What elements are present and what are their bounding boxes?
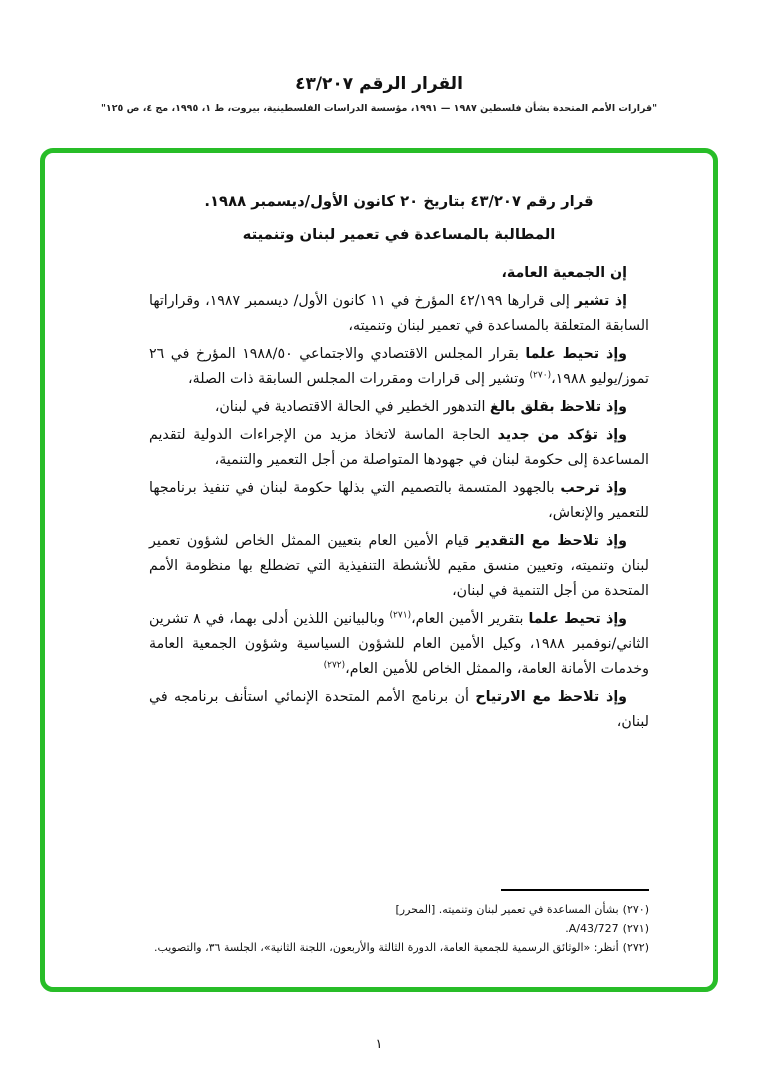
paragraph-reaffirming bbox=[149, 423, 649, 473]
source-citation: "قرارات الأمم المتحدة بشأن فلسطين ١٩٨٧ — ١٩٩١، مؤسسة الدراسات الفلسطينية، بيروت، ط ١، ١٩٩٥، مج ٤، ص ١٢٥" bbox=[100, 103, 658, 114]
page-header bbox=[0, 74, 758, 114]
footnote-marker: (٢٧١) bbox=[622, 922, 649, 935]
paragraph-text: الحاجة الماسة لاتخاذ مزيد من الإجراءات الدولية لتقديم المساعدة إلى حكومة لبنان في جهودها المتواصلة من أجل التعمير والتنمية، bbox=[149, 427, 649, 468]
paragraph-lead: وإذ ترحب bbox=[560, 480, 627, 496]
resolution-number-heading: القرار الرقم ٤٣/٢٠٧ bbox=[295, 74, 463, 94]
paragraph-text: أن برنامج الأمم المتحدة الإنمائي استأنف برنامجه في لبنان، bbox=[149, 689, 649, 730]
footnote bbox=[149, 919, 649, 938]
paragraph-lead: وإذ تحيط علما bbox=[528, 611, 627, 627]
paragraph-lead: وإذ تلاحظ مع التقدير bbox=[475, 533, 627, 549]
paragraph-text: وتشير إلى قرارات ومقررات المجلس السابقة ذات الصلة، bbox=[188, 371, 526, 387]
paragraph-text: بقرار المجلس الاقتصادي والاجتماعي ١٩٨٨/٥٠ المؤرخ في ٢٦ تموز/يوليو ١٩٨٨، bbox=[149, 346, 649, 387]
footnote bbox=[149, 900, 649, 919]
paragraph-text: بتقرير الأمين العام، bbox=[411, 611, 524, 627]
paragraph-taking-note-ecosoc bbox=[149, 342, 649, 392]
paragraph-lead: إذ تشير bbox=[574, 293, 627, 309]
resolution-title: قرار رقم ٤٣/٢٠٧ بتاريخ ٢٠ كانون الأول/ديسمبر ١٩٨٨. bbox=[204, 193, 594, 210]
paragraph-text: قيام الأمين العام بتعيين الممثل الخاص لشؤون تعمير لبنان وتنميته، وتعيين منسق مقيم للأنشطة التنفيذية التي تضطلع بها منظومة الأمم المتحدة من أجل التنمية في لبنان، bbox=[149, 533, 649, 599]
paragraph-lead: وإذ تلاحظ بقلق بالغ bbox=[489, 399, 627, 415]
paragraph-lead: إن الجمعية العامة، bbox=[501, 265, 627, 281]
paragraph-text: بالجهود المتسمة بالتصميم التي بذلها حكومة لبنان في تنفيذ برنامجها للتعمير والإنعاش، bbox=[149, 480, 649, 521]
paragraph-noting-satisfaction bbox=[149, 685, 649, 735]
paragraph-recalling bbox=[149, 289, 649, 339]
paragraph-welcoming bbox=[149, 476, 649, 526]
footnote-ref-270: (٢٧٠) bbox=[529, 370, 552, 381]
footnote-text: A/43/727. bbox=[565, 922, 619, 935]
footnote-separator-rule bbox=[501, 889, 649, 891]
resolution-subtitle: المطالبة بالمساعدة في تعمير لبنان وتنميته bbox=[242, 226, 556, 243]
page-number: ١ bbox=[375, 1037, 383, 1052]
footnote-text: بشأن المساعدة في تعمير لبنان وتنميته. [المحرر] bbox=[395, 903, 619, 916]
footnote-block bbox=[149, 889, 649, 957]
footnote-ref-272: (٢٧٢) bbox=[323, 660, 346, 671]
footnote-marker: (٢٧٠) bbox=[622, 903, 649, 916]
paragraph-lead: وإذ تلاحظ مع الارتياح bbox=[475, 689, 627, 705]
paragraph-taking-note-report bbox=[149, 607, 649, 682]
paragraph-noting-appreciation bbox=[149, 529, 649, 604]
paragraph-text: التدهور الخطير في الحالة الاقتصادية في لبنان، bbox=[214, 399, 486, 415]
green-border-frame bbox=[40, 148, 718, 992]
paragraph-preamble-opening bbox=[149, 261, 649, 286]
footnote-ref-271: (٢٧١) bbox=[389, 610, 412, 621]
footnote-marker: (٢٧٢) bbox=[622, 941, 649, 954]
footnote bbox=[149, 938, 649, 957]
paragraph-text: إلى قرارها ٤٢/١٩٩ المؤرخ في ١١ كانون الأول/ ديسمبر ١٩٨٧، وقراراتها السابقة المتعلقة بالمساعدة في تعمير لبنان وتنميته، bbox=[149, 293, 649, 334]
footnote-text: أنظر: «الوثائق الرسمية للجمعية العامة، الدورة الثالثة والأربعون، اللجنة الثانية»، الجلسة ٣٦، والتصويب. bbox=[153, 941, 619, 954]
paragraph-lead: وإذ تحيط علما bbox=[525, 346, 628, 362]
paragraph-text: وبالبيانين اللذين أدلى بهما، في ٨ تشرين الثاني/نوفمبر ١٩٨٨، وكيل الأمين العام للشؤون السياسية وشؤون الجمعية العامة وخدمات الأمانة العامة، والممثل الخاص للأمين العام، bbox=[149, 611, 649, 677]
paragraph-lead: وإذ تؤكد من جديد bbox=[497, 427, 627, 443]
paragraph-noting-concern bbox=[149, 395, 649, 420]
